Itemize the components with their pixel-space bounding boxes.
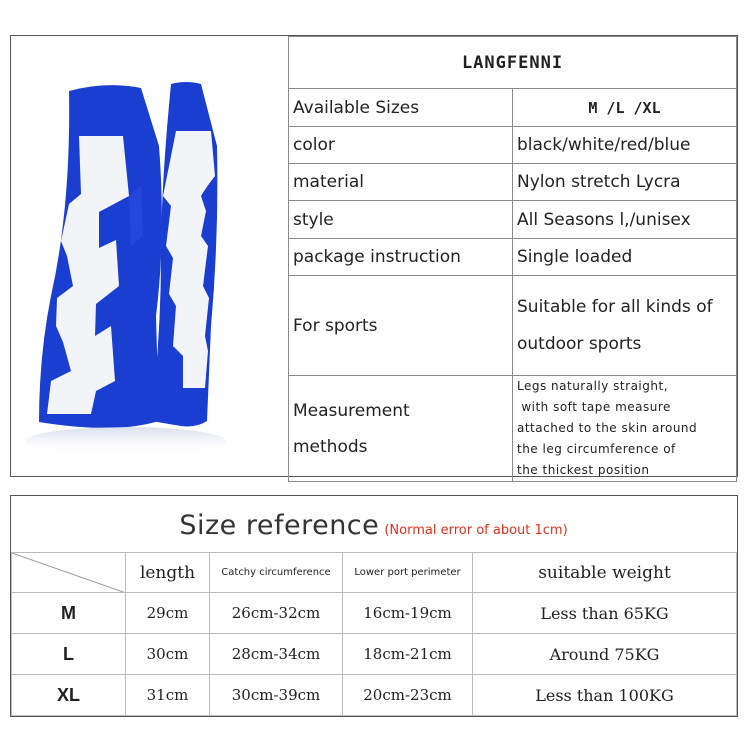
header-weight: suitable weight bbox=[473, 553, 737, 593]
size-reference-note: (Normal error of about 1cm) bbox=[384, 523, 568, 538]
measurement-line: the thickest position bbox=[517, 463, 650, 477]
floor-reflection bbox=[26, 427, 226, 455]
measurement-line: attached to the skin around bbox=[517, 421, 698, 435]
spec-label: package instruction bbox=[289, 239, 513, 276]
spec-row-sizes bbox=[289, 89, 737, 127]
measurement-line: Legs naturally straight, bbox=[517, 379, 669, 393]
spec-value: Single loaded bbox=[513, 239, 737, 276]
measurement-line: the leg circumference of bbox=[517, 442, 676, 456]
front-sleeve bbox=[39, 85, 162, 428]
size-reference-header bbox=[11, 496, 736, 552]
corner-cell bbox=[12, 553, 126, 593]
length-cell: 31cm bbox=[126, 675, 210, 716]
size-table-header-row bbox=[12, 553, 737, 593]
weight-cell: Less than 100KG bbox=[473, 675, 737, 716]
lower-cell: 20cm-23cm bbox=[343, 675, 473, 716]
spec-label: material bbox=[289, 164, 513, 201]
spec-value bbox=[513, 276, 737, 376]
spec-label: For sports bbox=[289, 276, 513, 376]
spec-label: Available Sizes bbox=[289, 89, 513, 127]
lower-cell: 18cm-21cm bbox=[343, 634, 473, 675]
spec-value: black/white/red/blue bbox=[513, 127, 737, 164]
measurement-line: with soft tape measure bbox=[517, 400, 671, 414]
spec-value: All Seasons l,/unisex bbox=[513, 201, 737, 239]
spec-label: color bbox=[289, 127, 513, 164]
length-cell: 30cm bbox=[126, 634, 210, 675]
header-length: length bbox=[126, 553, 210, 593]
measurement-label-1: Measurement bbox=[293, 400, 410, 421]
size-reference-panel bbox=[10, 495, 738, 717]
table-row bbox=[12, 593, 737, 634]
spec-row-sports bbox=[289, 276, 737, 376]
spec-value bbox=[513, 376, 737, 482]
spec-value: Nylon stretch Lycra bbox=[513, 164, 737, 201]
size-cell: XL bbox=[12, 675, 126, 716]
catchy-cell: 30cm-39cm bbox=[210, 675, 343, 716]
spec-row-material bbox=[289, 164, 737, 201]
spec-row-measurement bbox=[289, 376, 737, 482]
sports-line-1: Suitable for all kinds of bbox=[517, 296, 713, 317]
calf-sleeves-image bbox=[11, 36, 288, 476]
header-lower: Lower port perimeter bbox=[343, 553, 473, 593]
size-cell: L bbox=[12, 634, 126, 675]
size-table bbox=[11, 552, 737, 716]
table-row bbox=[12, 675, 737, 716]
brand-name: LANGFENNI bbox=[289, 37, 737, 89]
spec-value: M /L /XL bbox=[513, 89, 737, 127]
spec-row-package bbox=[289, 239, 737, 276]
product-photo bbox=[11, 36, 288, 476]
product-spec-panel bbox=[10, 35, 738, 477]
weight-cell: Less than 65KG bbox=[473, 593, 737, 634]
spec-row-color bbox=[289, 127, 737, 164]
size-reference-title: Size reference bbox=[179, 510, 380, 541]
catchy-cell: 26cm-32cm bbox=[210, 593, 343, 634]
sports-line-2: outdoor sports bbox=[517, 333, 642, 354]
diagonal-line bbox=[12, 553, 126, 593]
length-cell: 29cm bbox=[126, 593, 210, 634]
table-row bbox=[12, 634, 737, 675]
catchy-cell: 28cm-34cm bbox=[210, 634, 343, 675]
spec-row-style bbox=[289, 201, 737, 239]
size-cell: M bbox=[12, 593, 126, 634]
spec-table bbox=[288, 36, 737, 482]
header-catchy: Catchy circumference bbox=[210, 553, 343, 593]
spec-label bbox=[289, 376, 513, 482]
spec-label: style bbox=[289, 201, 513, 239]
weight-cell: Around 75KG bbox=[473, 634, 737, 675]
lower-cell: 16cm-19cm bbox=[343, 593, 473, 634]
measurement-label-2: methods bbox=[293, 436, 368, 457]
